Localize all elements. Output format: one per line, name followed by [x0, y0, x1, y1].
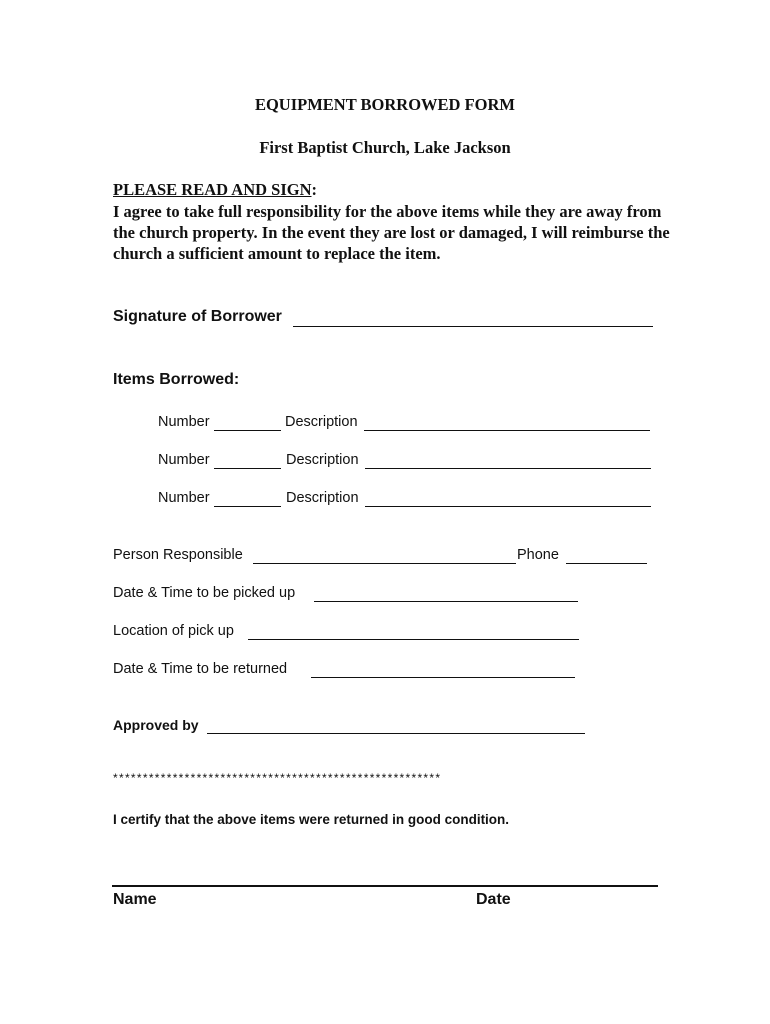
church-name: First Baptist Church, Lake Jackson [259, 138, 511, 157]
pickup-datetime-label: Date & Time to be picked up [113, 585, 296, 601]
signature-label: Signature of Borrower [113, 308, 282, 325]
signature-line[interactable] [293, 326, 653, 327]
name-date-line[interactable] [112, 885, 658, 887]
pickup-location-label: Location of pick up [113, 623, 234, 639]
form-title: EQUIPMENT BORROWED FORM [254, 95, 516, 114]
item-number-line[interactable] [214, 468, 281, 469]
pickup-datetime-line[interactable] [314, 601, 578, 602]
approved-by-line[interactable] [207, 733, 585, 734]
certify-statement: I certify that the above items were returned in good condition. [113, 812, 510, 827]
item-description-label: Description [285, 414, 358, 430]
read-and-sign-text: PLEASE READ AND SIGN [113, 180, 312, 199]
item-number-label: Number [158, 414, 210, 430]
item-number-label: Number [158, 490, 210, 506]
item-description-line[interactable] [365, 506, 651, 507]
person-responsible-label: Person Responsible [113, 547, 243, 563]
agreement-paragraph: I agree to take full responsibility for the above items while they are away from the church property. In the event they are lost or damaged, I will reimburse the church a sufficient amount to replace the item. [113, 202, 670, 263]
name-label: Name [113, 891, 157, 908]
item-number-line[interactable] [214, 506, 281, 507]
phone-label: Phone [517, 547, 559, 563]
item-description-line[interactable] [365, 468, 651, 469]
asterisk-separator: ******************************************************* [113, 771, 442, 785]
return-datetime-line[interactable] [311, 677, 575, 678]
read-and-sign-colon: : [311, 180, 317, 199]
items-borrowed-heading: Items Borrowed: [113, 371, 240, 388]
phone-line[interactable] [566, 563, 647, 564]
item-description-label: Description [286, 452, 359, 468]
item-number-label: Number [158, 452, 210, 468]
return-datetime-label: Date & Time to be returned [113, 661, 288, 677]
item-number-line[interactable] [214, 430, 281, 431]
item-description-label: Description [286, 490, 359, 506]
read-and-sign-heading [113, 180, 317, 200]
approved-by-label: Approved by [113, 717, 199, 733]
item-description-line[interactable] [364, 430, 650, 431]
person-responsible-line[interactable] [253, 563, 516, 564]
pickup-location-line[interactable] [248, 639, 579, 640]
date-label: Date [476, 891, 511, 908]
